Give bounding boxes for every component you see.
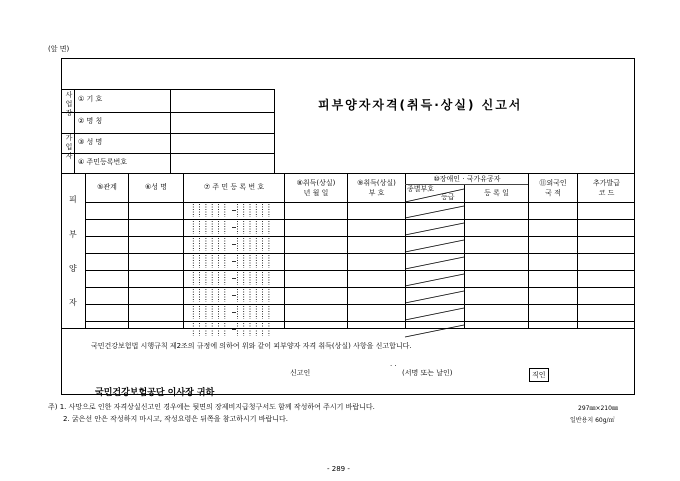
reporter-label: 신고인 bbox=[290, 369, 311, 377]
row-diagonal bbox=[405, 291, 464, 303]
col-disabled-grade: 등급 bbox=[441, 193, 455, 201]
col-acq-date-1: ⑧취득(상실) bbox=[296, 179, 336, 187]
date-marks: . . bbox=[390, 360, 397, 368]
form-title: 피부양자자격(취득·상실) 신고서 bbox=[318, 98, 523, 112]
official-stamp-box: 직인 bbox=[529, 368, 549, 382]
row-diagonal bbox=[405, 308, 464, 320]
row-diagonal bbox=[405, 325, 464, 337]
dependent-side-label-2: 부 bbox=[69, 230, 77, 239]
paper-type: 일반용지 60g/㎡ bbox=[570, 417, 615, 424]
col-extra-1: 추가발급 bbox=[592, 179, 621, 187]
col-disabled-reg: 등 록 일 bbox=[484, 189, 509, 197]
col-extra-2: 코 드 bbox=[598, 189, 615, 197]
row-diagonal bbox=[405, 206, 464, 218]
row-diagonal bbox=[405, 240, 464, 252]
col-foreign-1: ⑪외국인 bbox=[539, 179, 567, 187]
signature-label[interactable]: (서명 또는 날인) bbox=[402, 369, 453, 377]
employer-code-label: ① 기 호 bbox=[78, 95, 103, 103]
col-acq-code-2: 부 호 bbox=[368, 189, 385, 197]
col-acq-code-1: ⑨취득(상실) bbox=[357, 179, 396, 187]
row-diagonal bbox=[405, 257, 464, 269]
row-diagonal bbox=[405, 274, 464, 286]
paper-size: 297㎜×210㎜ bbox=[578, 405, 618, 412]
col-name: ⑥성 명 bbox=[144, 183, 168, 191]
col-acq-date-2: 년 월 일 bbox=[303, 189, 329, 197]
page-number: - 289 - bbox=[327, 465, 350, 473]
subscriber-side-label: 가입자 bbox=[65, 134, 73, 160]
subscriber-rrn-label: ④ 주민등록번호 bbox=[78, 158, 128, 166]
employer-side-label: 사업장 bbox=[65, 91, 73, 117]
col-disabled-type: 종별부호 bbox=[407, 185, 435, 193]
declaration-text: 국민건강보험법 시행규칙 제2조의 규정에 의하여 위와 같이 피부양자 자격 취득(상실) 사항을 신고합니다. bbox=[91, 342, 412, 350]
dependent-side-label-4: 자 bbox=[69, 298, 77, 307]
col-disabled-header: ⑩장애인 · 국가유공자 bbox=[433, 175, 501, 183]
row-diagonal bbox=[405, 223, 464, 235]
col-foreign-2: 국 적 bbox=[545, 189, 561, 197]
dependent-side-label-3: 양 bbox=[69, 264, 77, 273]
col-relation: ⑤관계 bbox=[97, 183, 117, 191]
note-1: 주) 1. 사망으로 인한 자격상실신고인 경우에는 뒷면의 장제비지급청구서도 함께 작성하여 주시기 바랍니다. bbox=[48, 403, 375, 411]
addressee: 국민건강보험공단 이사장 귀하 bbox=[95, 388, 215, 398]
dependent-side-label-1: 피 bbox=[69, 195, 77, 204]
page-label: (앞 면) bbox=[48, 45, 70, 53]
subscriber-name-label: ③ 성 명 bbox=[78, 138, 103, 146]
col-rrn: ⑦ 주 민 등 록 번 호 bbox=[203, 183, 265, 191]
header-diagonal bbox=[405, 189, 464, 202]
employer-name-label: ② 명 칭 bbox=[78, 117, 103, 125]
note-2: 2. 굵은선 안은 작성하지 마시고, 작성요령은 뒤쪽을 참고하시기 바랍니다. bbox=[63, 415, 289, 423]
